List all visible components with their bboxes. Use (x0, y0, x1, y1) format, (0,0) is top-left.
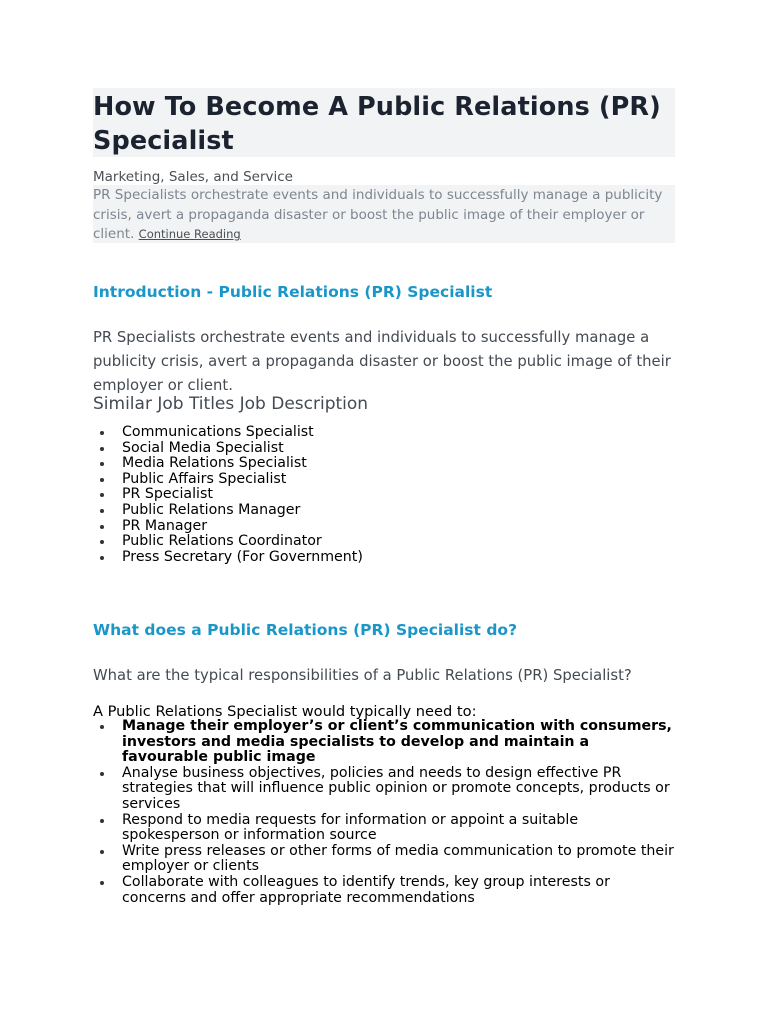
similar-titles-list (93, 425, 675, 565)
summary-body: PR Specialists orchestrate events and individuals to successfully manage a publicity crisis, avert a propaganda disaster or boost the public image of their employer or client. (93, 187, 663, 242)
what-does-heading: What does a Public Relations (PR) Specialist do? (93, 621, 518, 639)
list-item: Public Relations Manager (122, 503, 675, 519)
category-label: Marketing, Sales, and Service (93, 169, 293, 185)
list-item: Public Relations Coordinator (122, 534, 675, 550)
similar-titles-heading: Similar Job Titles Job Description (93, 394, 369, 414)
responsibilities-question: What are the typical responsibilities of a Public Relations (PR) Specialist? (93, 667, 632, 684)
list-item: Respond to media requests for information or appoint a suitable spokesperson or information source (122, 813, 675, 844)
responsibilities-list (93, 719, 675, 906)
list-item: Manage their employer’s or client’s communication with consumers, investors and media specialists to develop and maintain a favourable public image (122, 719, 675, 766)
introduction-text: PR Specialists orchestrate events and individuals to successfully manage a publicity crisis, avert a propaganda disaster or boost the public image of their employer or client. (93, 329, 671, 394)
list-item: Social Media Specialist (122, 441, 675, 457)
list-item: Communications Specialist (122, 425, 675, 441)
list-item: Public Affairs Specialist (122, 472, 675, 488)
page-title: How To Become A Public Relations (PR) Specialist (93, 92, 661, 156)
list-item: PR Specialist (122, 487, 675, 503)
list-item: Media Relations Specialist (122, 456, 675, 472)
introduction-heading: Introduction - Public Relations (PR) Specialist (93, 283, 493, 301)
list-item: Collaborate with colleagues to identify trends, key group interests or concerns and offer appropriate recommendations (122, 875, 675, 906)
responsibilities-intro: A Public Relations Specialist would typically need to: (93, 703, 477, 720)
list-item: Write press releases or other forms of media communication to promote their employer or clients (122, 842, 674, 875)
list-item: PR Manager (122, 519, 675, 535)
list-item: Press Secretary (For Government) (122, 550, 675, 566)
summary-text (93, 186, 675, 245)
continue-reading-link[interactable]: Continue Reading (138, 227, 241, 241)
list-item: Analyse business objectives, policies and needs to design effective PR strategies that will influence public opinion or promote concepts, products or services (122, 766, 675, 813)
